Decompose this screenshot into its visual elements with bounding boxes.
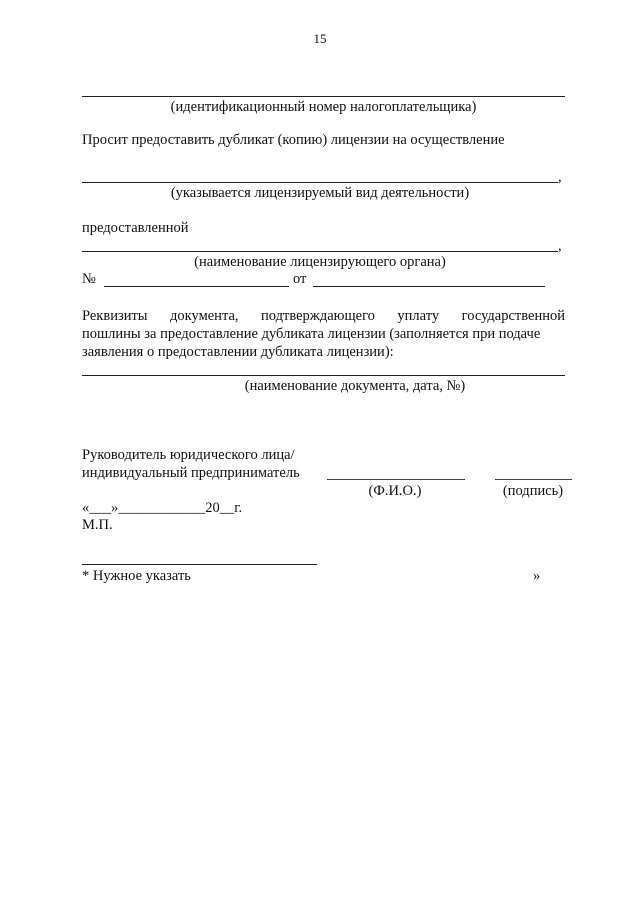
footnote-text: * Нужное указать <box>82 568 191 584</box>
authority-caption: (наименование лицензирующего органа) <box>194 254 446 270</box>
license-date-line <box>313 286 545 287</box>
signature-line <box>495 479 572 480</box>
authority-line <box>82 251 558 252</box>
number-sign: № <box>82 271 96 287</box>
requisites-line-2: пошлины за предоставление дубликата лицензии (заполняется при подаче <box>82 326 541 342</box>
license-number-line <box>104 286 289 287</box>
activity-line <box>82 182 558 183</box>
fio-line <box>327 479 465 480</box>
document-caption: (наименование документа, дата, №) <box>244 378 466 394</box>
activity-caption: (указывается лицензируемый вид деятельности) <box>170 185 470 201</box>
fio-caption: (Ф.И.О.) <box>368 483 422 499</box>
requisites-line-1: Реквизиты документа, подтверждающего уплату государственной <box>82 308 565 324</box>
request-text: Просит предоставить дубликат (копию) лицензии на осуществление <box>82 132 505 148</box>
closing-quote: » <box>533 568 541 584</box>
requisites-line-3: заявления о предоставлении дубликата лицензии): <box>82 344 394 360</box>
signature-caption: (подпись) <box>502 483 564 499</box>
head-title-line-2: индивидуальный предприниматель <box>82 465 300 481</box>
page-number: 15 <box>313 31 327 46</box>
document-line <box>82 375 565 376</box>
from-label: от <box>293 271 307 287</box>
taxpayer-id-caption: (идентификационный номер налогоплательщика) <box>170 99 477 115</box>
activity-comma: , <box>558 169 562 185</box>
taxpayer-id-line <box>82 96 565 97</box>
date-line: «___»____________20__г. <box>82 500 243 516</box>
stamp-label: М.П. <box>82 517 113 533</box>
provided-label: предоставленной <box>82 220 189 236</box>
authority-comma: , <box>558 238 562 254</box>
head-title-line-1: Руководитель юридического лица/ <box>82 447 295 463</box>
footnote-separator <box>82 564 317 565</box>
